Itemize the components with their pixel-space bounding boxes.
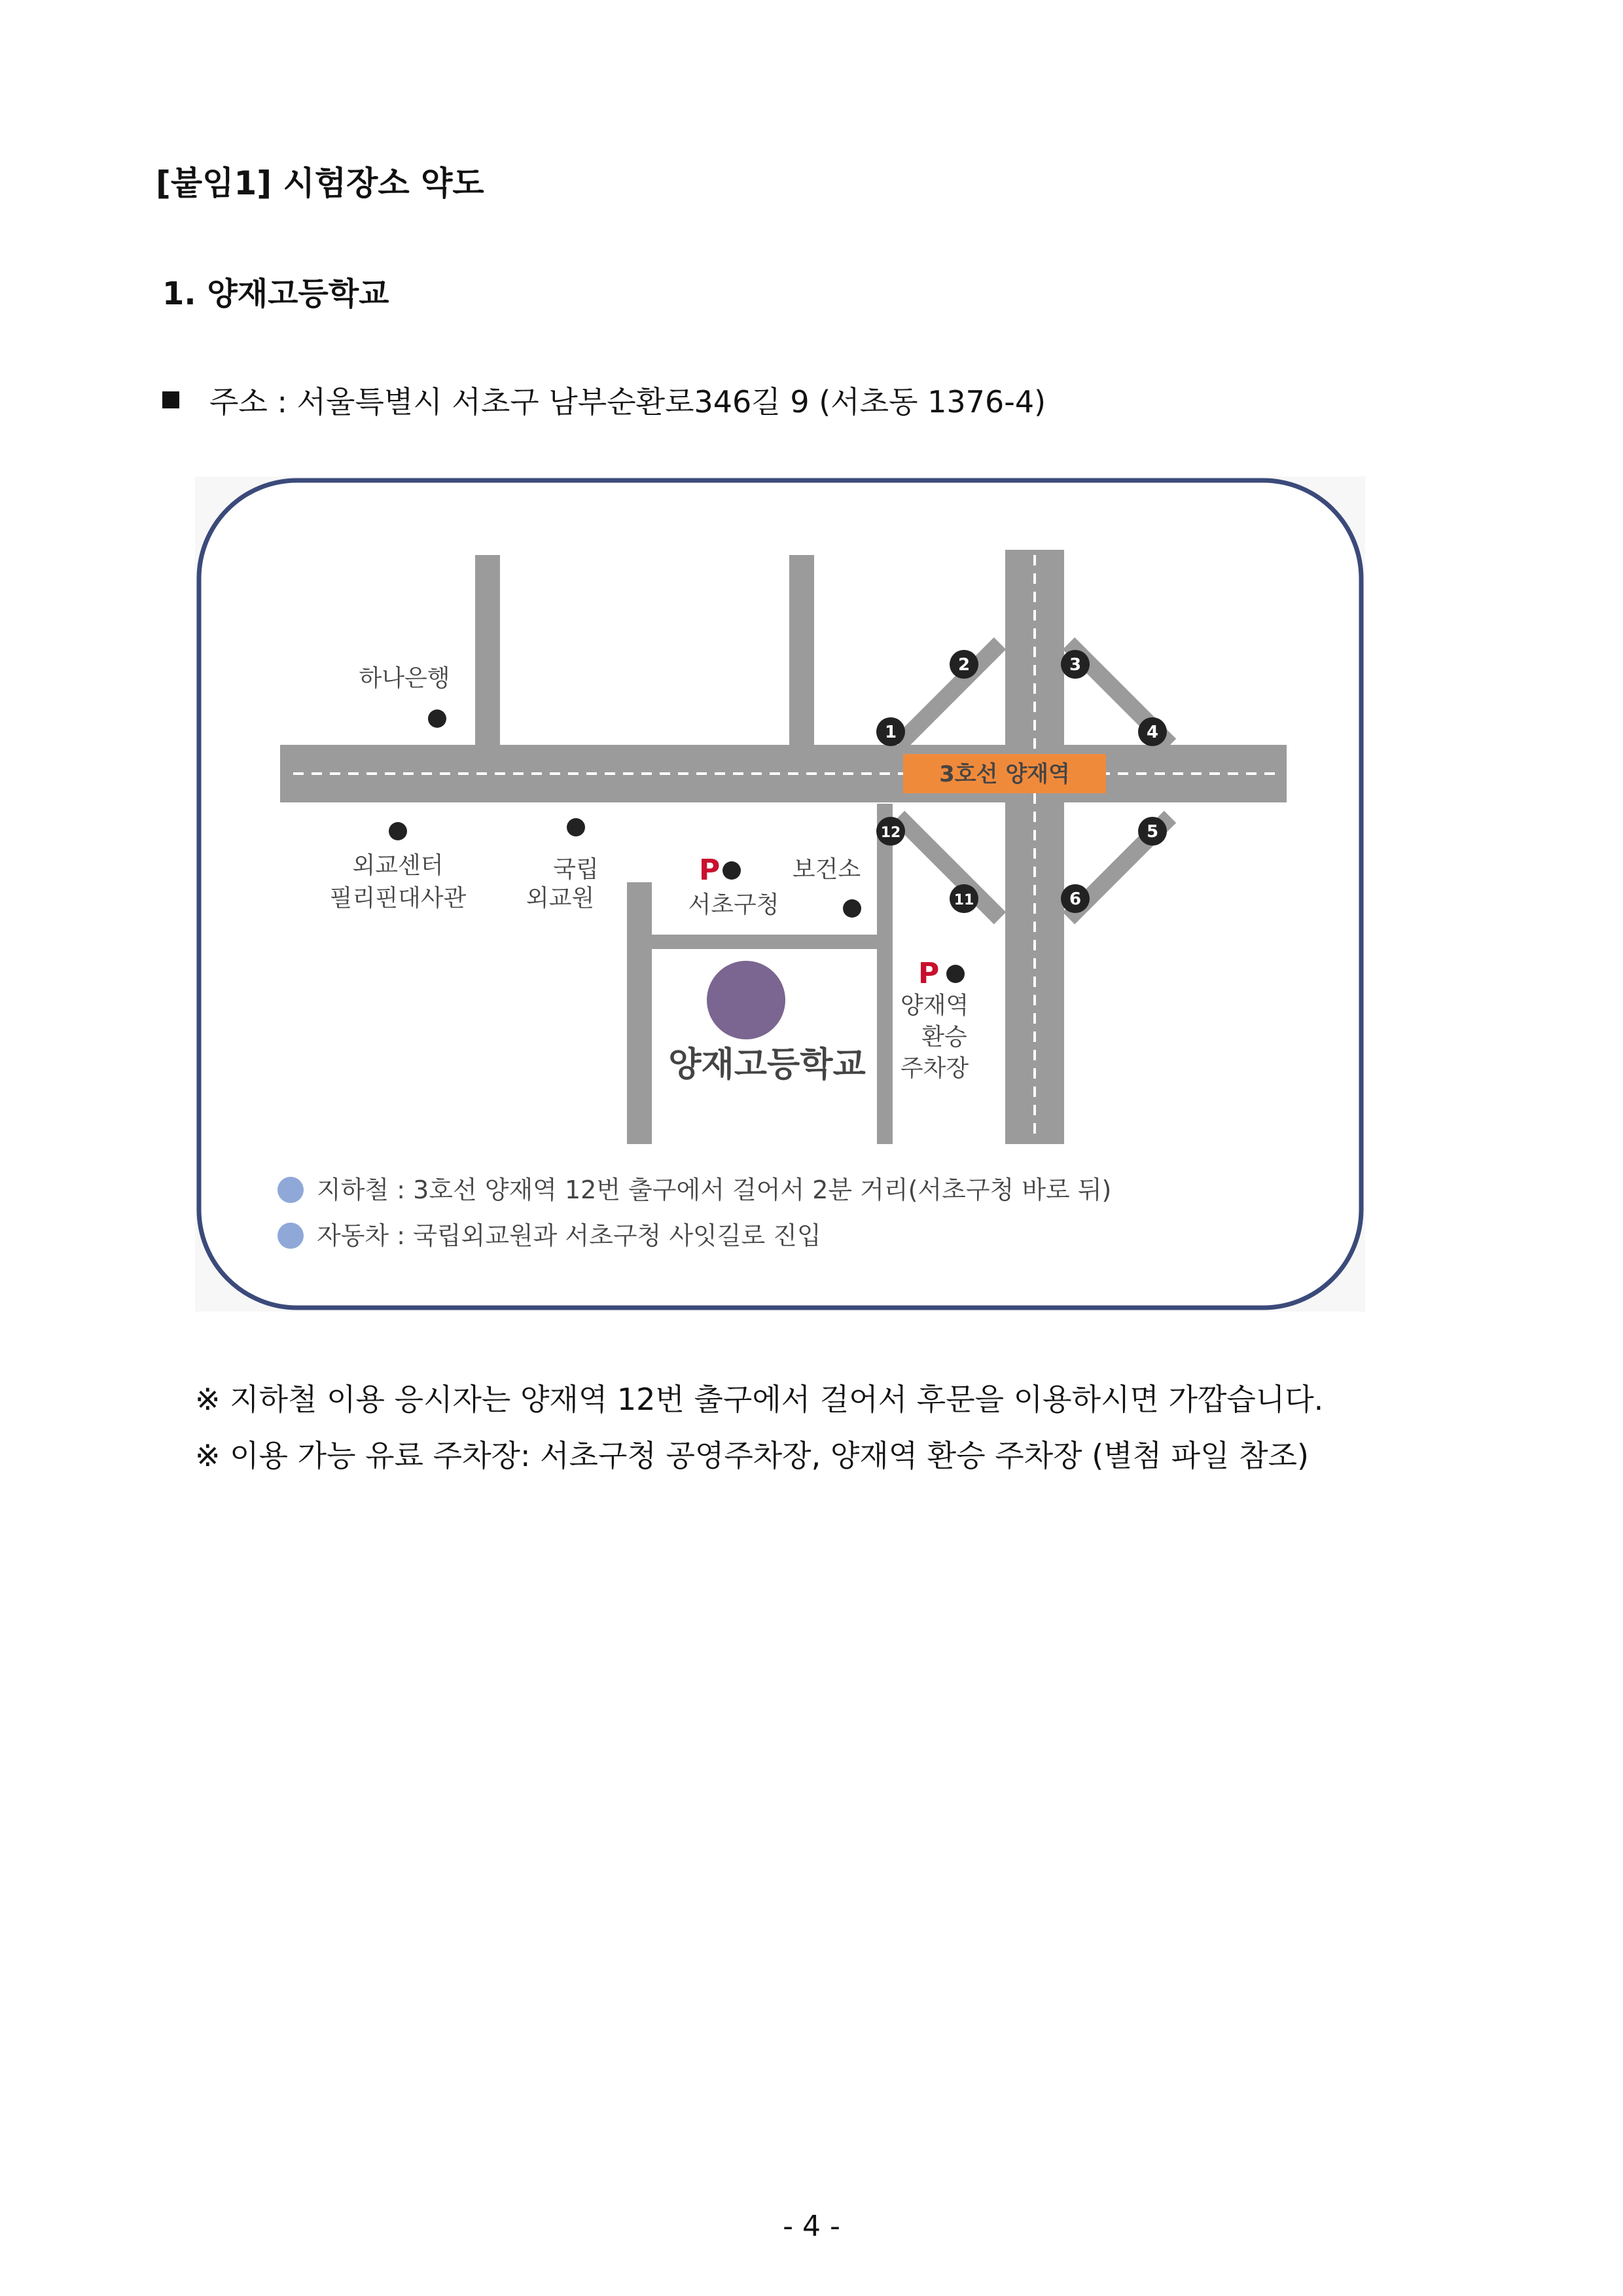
office-dot [722,861,741,880]
academy-dot [567,818,585,836]
note-parking: ※ 이용 가능 유료 주차장: 서초구청 공영주차장, 양재역 환승 주차장 (별첨 파일 참조) [195,1438,1309,1473]
address-line [162,378,1046,422]
hana-bank-dot [428,709,446,728]
academy-label-1: 국립 [553,856,599,883]
road-north-2 [789,555,814,758]
legend-dot-car [277,1223,304,1249]
parking-marker-station: P [918,957,940,990]
road-school-north [652,935,893,949]
academy-label-2: 외교원 [526,885,595,912]
parking-marker-office: P [699,853,721,887]
legend-car: 자동차 : 국립외교원과 서초구청 사잇길로 진입 [317,1221,821,1250]
road-north-1 [475,555,500,758]
exit-6-label: 6 [1069,889,1082,909]
exit-4-label: 4 [1146,723,1159,742]
document-heading: [붙임1] 시험장소 약도 [156,164,484,202]
exit-5-label: 5 [1146,822,1159,842]
hana-bank-label: 하나은행 [359,665,450,692]
square-bullet-icon [162,391,179,408]
exit-11-label: 11 [954,892,974,908]
section-title: 1. 양재고등학교 [162,276,389,312]
school-marker [707,961,785,1039]
legend-subway: 지하철 : 3호선 양재역 12번 출구에서 걸어서 2분 거리(서초구청 바로 뒤) [317,1175,1112,1204]
parking-dot [946,965,965,983]
exit-3-label: 3 [1069,655,1082,675]
road-school-east [877,804,893,1144]
health-center-dot [843,899,861,918]
exit-2-label: 2 [957,655,971,675]
school-label: 양재고등학교 [668,1045,866,1085]
note-subway: ※ 지하철 이용 응시자는 양재역 12번 출구에서 걸어서 후문을 이용하시면 가깝습니다. [195,1382,1324,1417]
center-label-2: 필리핀대사관 [329,885,467,912]
page-number: - 4 - [783,2210,840,2243]
road-school-west [627,882,652,1144]
exit-1-label: 1 [884,723,897,742]
parking-label-2: 환승 [921,1024,967,1050]
exit-12-label: 12 [880,825,901,841]
parking-label-3: 주차장 [900,1055,969,1082]
legend-dot-subway [277,1177,304,1203]
station-label: 3호선 양재역 [939,761,1070,787]
parking-label-1: 양재역 [900,992,969,1019]
health-center-label: 보건소 [792,856,861,883]
center-dot [389,822,407,840]
address-text: 주소 : 서울특별시 서초구 남부순환로346길 9 (서초동 1376-4) [209,384,1046,420]
office-label: 서초구청 [688,891,779,918]
location-map [195,476,1365,1312]
center-label-1: 외교센터 [352,852,444,879]
